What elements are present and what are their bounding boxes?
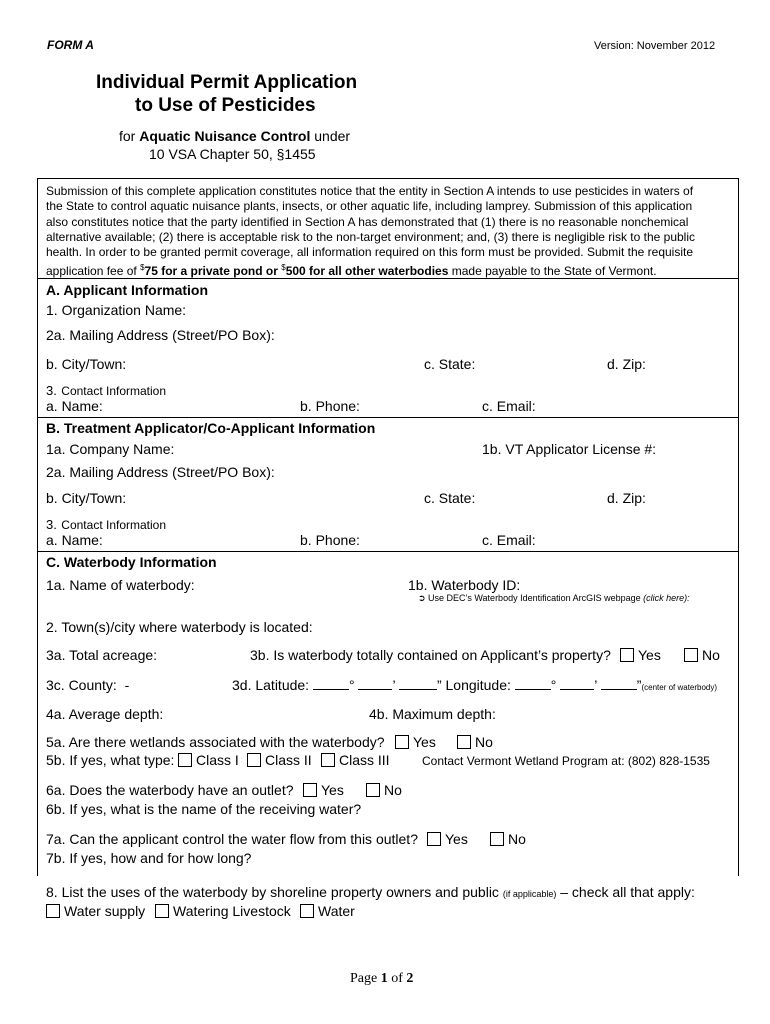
flow-no-checkbox[interactable]: No	[490, 831, 526, 847]
c-town-label[interactable]: 2. Town(s)/city where waterbody is located:	[46, 619, 313, 635]
c-wetland-type-label: 5b. If yes, what type:	[46, 752, 175, 768]
a-org-name-label[interactable]: 1. Organization Name:	[46, 302, 187, 318]
use-livestock-checkbox[interactable]: Watering Livestock	[155, 903, 291, 919]
intro-paragraph: Submission of this complete application constitutes notice that the entity in Section A intends to use pesticides in waters of the State to control aquatic nuisance plants, insects, or other aquatic life, including lamprey. Submission of this application also constitutes notice that the party identified in Section A has demonstrated that (1) there is no reasonable nonchemical alternative available; (2) there is acceptable risk to the non-target environment; and, (3) there is negligible risk to the public health. In order to be granted permit coverage, all information required on this form must be provided. Submit the requisite application fee of $75 for a private pond or $500 for all other waterbodies made payable to the State of Vermont.	[46, 184, 696, 279]
outlet-no-checkbox[interactable]: No	[366, 782, 402, 798]
b-contact-heading: 3. Contact Information	[46, 517, 167, 532]
title-statute: 10 VSA Chapter 50, §1455	[149, 146, 316, 162]
arrow-icon: ➲	[418, 593, 426, 603]
title-line1: Individual Permit Application	[96, 72, 358, 93]
page-number: Page 1 of 2	[350, 971, 414, 986]
b-phone-label[interactable]: b. Phone:	[300, 532, 360, 548]
a-state-label[interactable]: c. State:	[424, 356, 476, 372]
b-city-label[interactable]: b. City/Town:	[46, 490, 127, 506]
a-zip-label[interactable]: d. Zip:	[607, 356, 646, 372]
a-email-label[interactable]: c. Email:	[482, 398, 536, 414]
wetlands-no-checkbox[interactable]: No	[457, 734, 493, 750]
c-waterbody-id-label[interactable]: 1b. Waterbody ID:	[408, 577, 521, 593]
flow-yes-checkbox[interactable]: Yes	[427, 831, 468, 847]
c-avg-depth-label[interactable]: 4a. Average depth:	[46, 706, 164, 722]
waterbody-id-link[interactable]: ➲ Use DEC’s Waterbody Identification ArcGIS webpage (click here):	[418, 593, 690, 603]
b-company-label[interactable]: 1a. Company Name:	[46, 441, 175, 457]
b-state-label[interactable]: c. State:	[424, 490, 476, 506]
c-uses-label: 8. List the uses of the waterbody by shoreline property owners and public (if applicable) – check all that apply:	[46, 884, 695, 900]
contained-yes-checkbox[interactable]: Yes	[620, 647, 661, 663]
c-waterbody-name-label[interactable]: 1a. Name of waterbody:	[46, 577, 195, 593]
c-flow-how-label[interactable]: 7b. If yes, how and for how long?	[46, 850, 252, 866]
b-zip-label[interactable]: d. Zip:	[607, 490, 646, 506]
section-b-heading: B. Treatment Applicator/Co-Applicant Information	[46, 420, 376, 436]
c-county-label[interactable]: 3c. County: -	[46, 677, 130, 693]
a-city-label[interactable]: b. City/Town:	[46, 356, 127, 372]
a-name-label[interactable]: a. Name:	[46, 398, 103, 414]
class2-checkbox[interactable]: Class II	[247, 752, 312, 768]
section-a-heading: A. Applicant Information	[46, 282, 209, 298]
version-text: Version: November 2012	[594, 40, 716, 52]
c-wetlands-label: 5a. Are there wetlands associated with the waterbody?	[46, 734, 385, 750]
a-phone-label[interactable]: b. Phone:	[300, 398, 360, 414]
contained-no-checkbox[interactable]: No	[684, 647, 720, 663]
latitude-fields[interactable]: 3d. Latitude: ° ’ ” Longitude: ° ’ ”(center of waterbody)	[232, 677, 718, 693]
c-flow-control-label: 7a. Can the applicant control the water flow from this outlet?	[46, 831, 418, 847]
c-receiving-water-label[interactable]: 6b. If yes, what is the name of the receiving water?	[46, 801, 362, 817]
a-mailing-label[interactable]: 2a. Mailing Address (Street/PO Box):	[46, 327, 275, 343]
class3-checkbox[interactable]: Class III	[321, 752, 390, 768]
use-water-supply-checkbox[interactable]: Water supply	[46, 903, 145, 919]
b-email-label[interactable]: c. Email:	[482, 532, 536, 548]
c-outlet-label: 6a. Does the waterbody have an outlet?	[46, 782, 294, 798]
c-acreage-label[interactable]: 3a. Total acreage:	[46, 647, 158, 663]
wetland-contact-text: Contact Vermont Wetland Program at: (802) 828-1535	[422, 754, 710, 768]
use-water-checkbox[interactable]: Water	[300, 903, 355, 919]
section-c-heading: C. Waterbody Information	[46, 554, 217, 570]
c-contained-label: 3b. Is waterbody totally contained on Applicant’s property?	[250, 647, 611, 663]
class1-checkbox[interactable]: Class I	[178, 752, 239, 768]
center-note: (center of waterbody)	[641, 683, 718, 692]
c-max-depth-label[interactable]: 4b. Maximum depth:	[369, 706, 496, 722]
outlet-yes-checkbox[interactable]: Yes	[303, 782, 344, 798]
title-subtitle: for Aquatic Nuisance Control under	[119, 128, 351, 144]
wetlands-yes-checkbox[interactable]: Yes	[395, 734, 436, 750]
b-license-label[interactable]: 1b. VT Applicator License #:	[482, 441, 657, 457]
form-label: FORM A	[47, 38, 94, 52]
b-mailing-label[interactable]: 2a. Mailing Address (Street/PO Box):	[46, 464, 275, 480]
b-name-label[interactable]: a. Name:	[46, 532, 103, 548]
a-contact-heading: 3. Contact Information	[46, 383, 167, 398]
county-select[interactable]: -	[124, 677, 130, 693]
title-line2: to Use of Pesticides	[135, 95, 316, 116]
